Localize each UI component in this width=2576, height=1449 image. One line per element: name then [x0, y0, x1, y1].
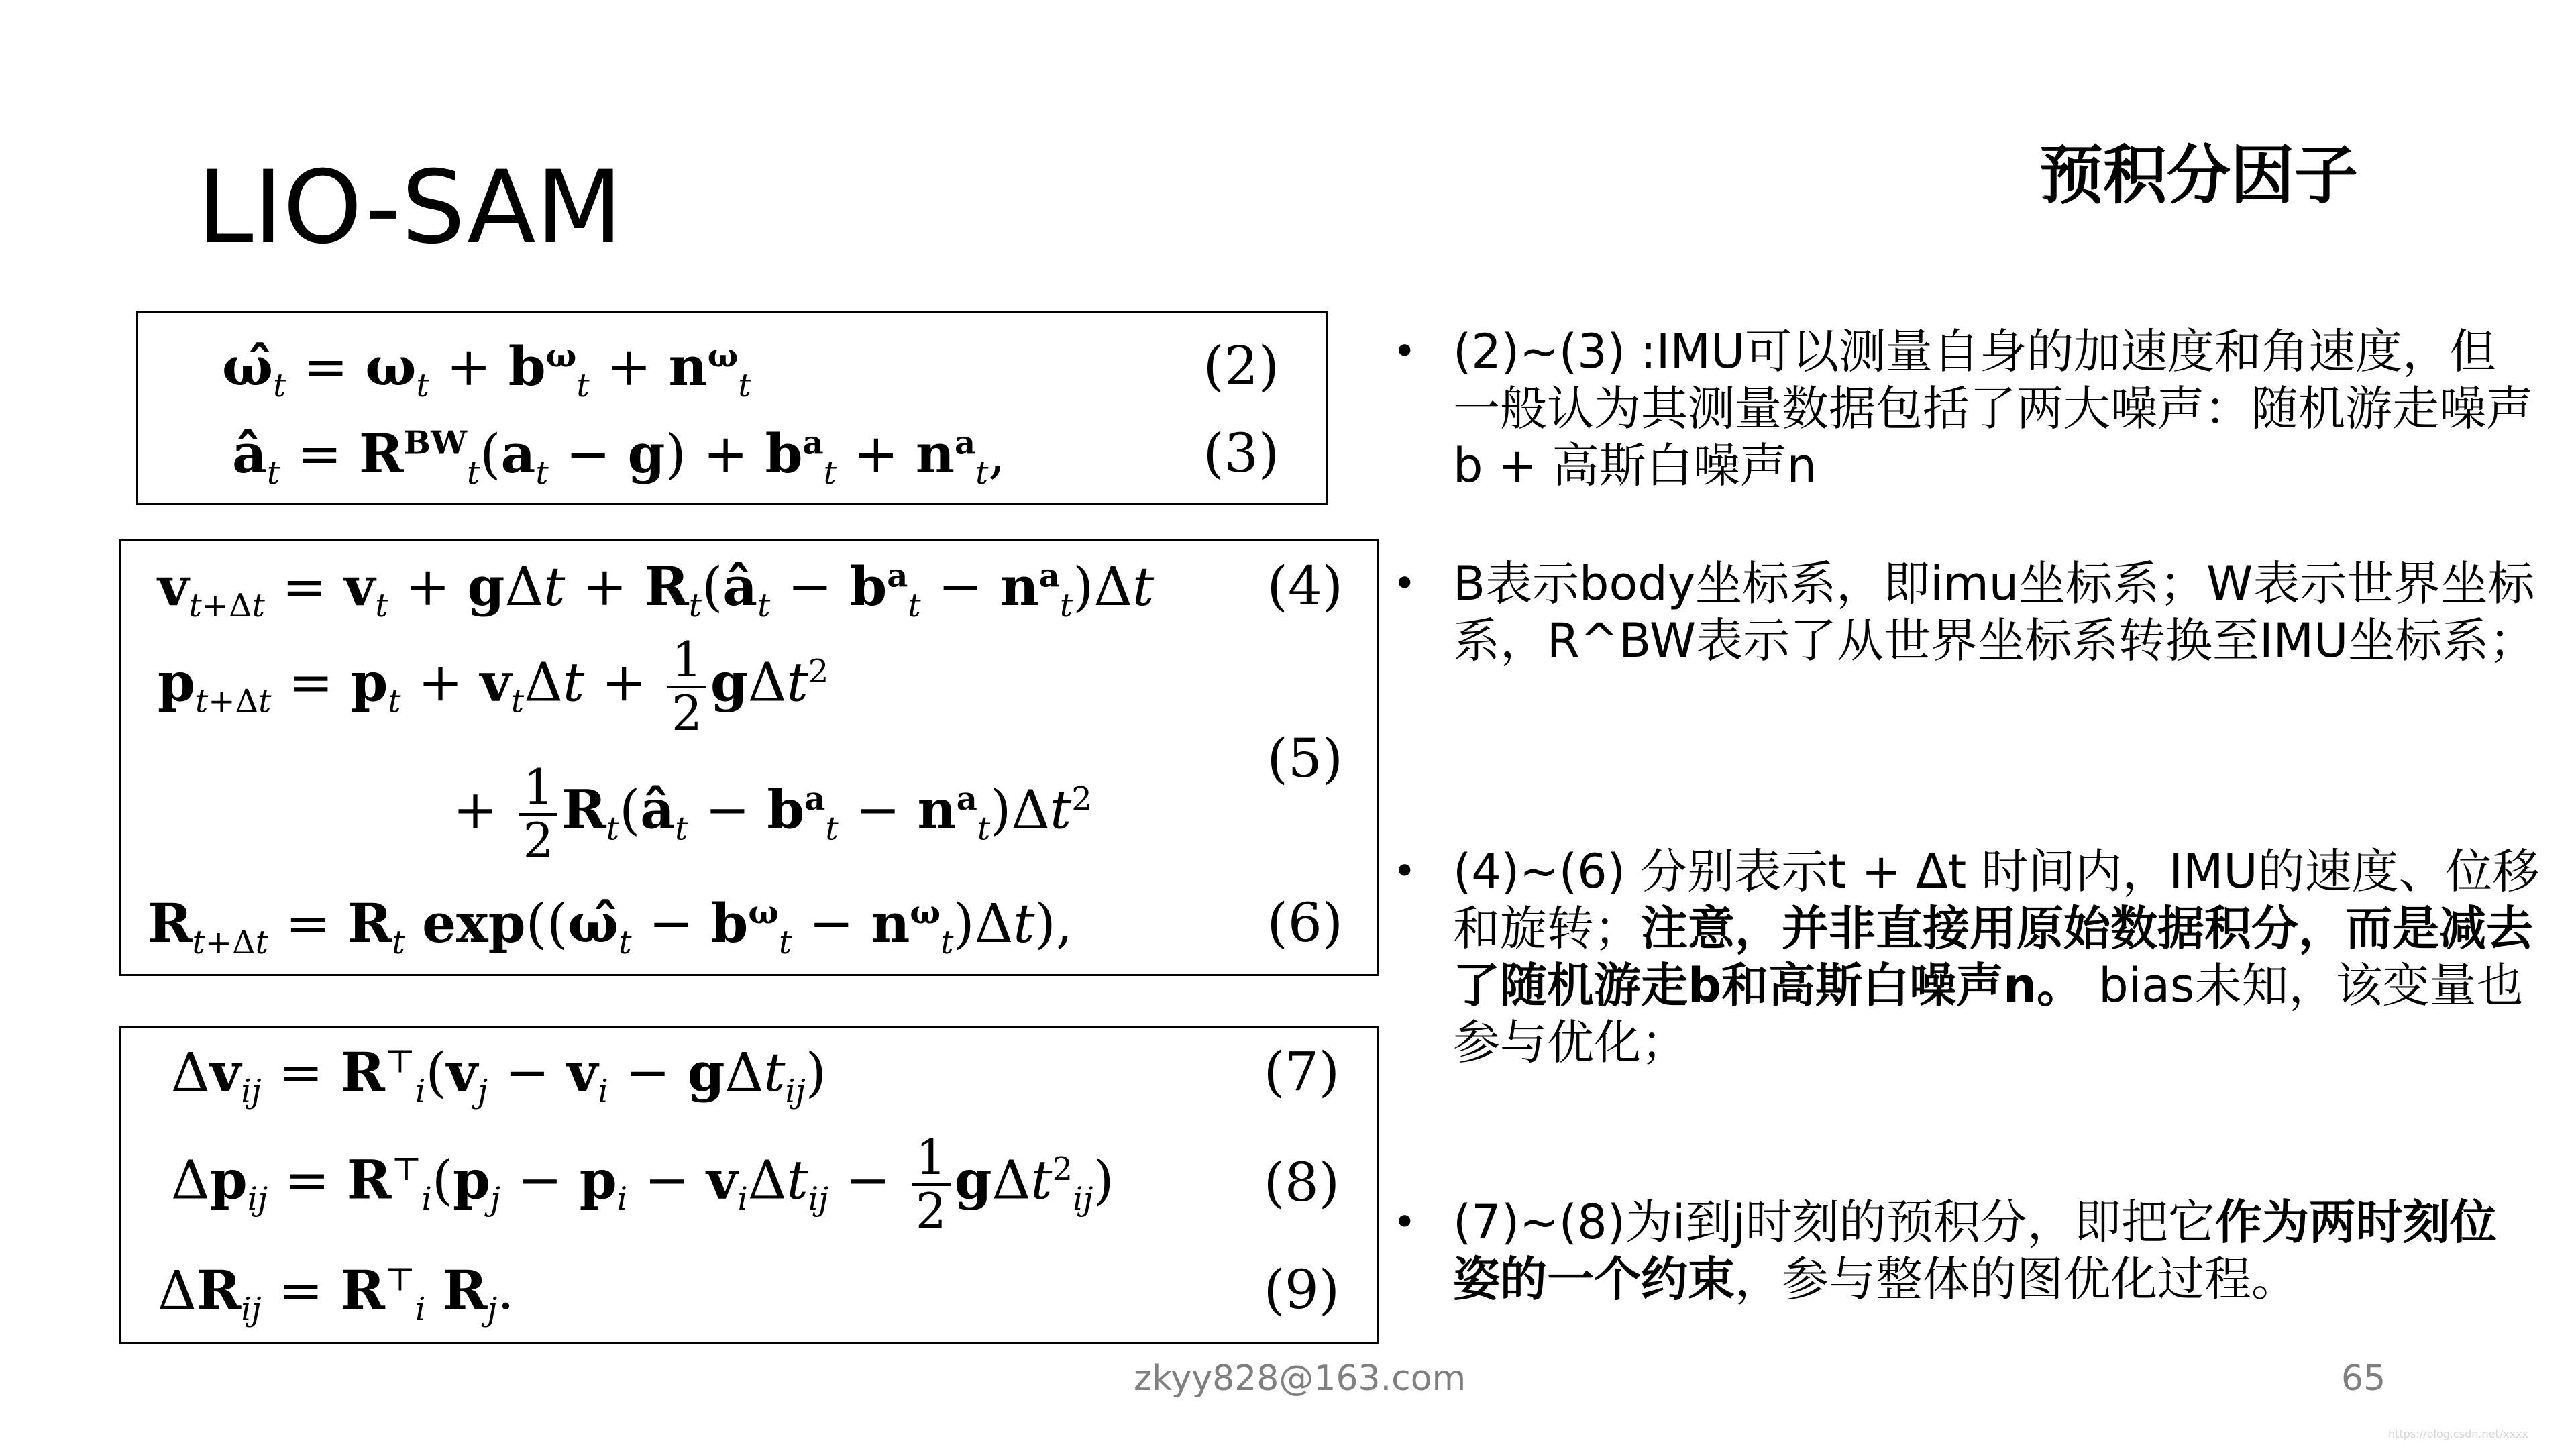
watermark: https://blog.csdn.net/xxxx: [2388, 1428, 2529, 1440]
bullet-dot-icon: •: [1393, 560, 1417, 607]
page-number: 65: [2341, 1358, 2386, 1399]
bullet-text-part: bias未知，该变量也参与优化；: [1453, 958, 2524, 1070]
slide-subtitle: 预积分因子: [2039, 139, 2359, 213]
equation-7-number: (7): [1263, 1040, 1340, 1103]
bullet-text-part: (7)~(8)为i到j时刻的预积分，即把它: [1453, 1195, 2215, 1250]
equation-box-imu-measurement: [136, 311, 1328, 505]
bullet-dot-icon: •: [1393, 848, 1417, 895]
bullet-dot-icon: •: [1393, 328, 1417, 375]
bullet-text: (2)~(3) :IMU可以测量自身的加速度和角速度，但一般认为其测量数据包括了两大噪声：随机游走噪声 b + 高斯白噪声n: [1453, 324, 2533, 493]
equation-6-number: (6): [1267, 892, 1343, 954]
bullet-text: [1453, 1194, 2540, 1308]
bullet-emphasis: 注意，并非直接用原始数据积分，而是减去了随机游走b和高斯白噪声n。: [1453, 901, 2533, 1013]
equation-4: $v_{t+\Delta t} = v_t + g\Delta t$ + $R_t(â_t - b^a_t - n^a_t)\Delta t$: [158, 555, 1155, 625]
equation-3: $â_t = R^{BW}_t(a_t - g) + b^a_t + n^a_t$,: [232, 422, 1006, 492]
equation-8-number: (8): [1263, 1151, 1340, 1214]
equation-4-number: (4): [1267, 555, 1343, 617]
equation-9: $\Delta R_{ij} = R^⊤_i$ $R_j$.: [158, 1258, 515, 1328]
equation-5-number: (5): [1267, 727, 1343, 790]
equation-2-number: (2): [1203, 335, 1279, 397]
equation-box-kinematics: [119, 539, 1379, 976]
bullet-text-part: (4)~(6) 分别表示t + Δt 时间内，IMU的速度、位移和旋转；: [1453, 844, 2540, 956]
equation-box-preintegration: [119, 1026, 1379, 1344]
bullet-text: B表示body坐标系，即imu坐标系；W表示世界坐标系，R^BW表示了从世界坐标系转换至IMU坐标系；: [1453, 556, 2536, 668]
equation-7: $\Delta v_{ij} = R^⊤_i(v_j - v_i - g\Delta t_{ij})$: [171, 1040, 826, 1110]
bullet-text: [1453, 843, 2540, 1071]
equation-6: $R_{t+\Delta t} = R_t$ $\exp((\omegâ_t - b^\omega_t - n^\omega_t)\Delta t)$,: [148, 892, 1073, 961]
equation-3-number: (3): [1203, 422, 1279, 484]
slide-title: LIO-SAM: [197, 150, 623, 266]
bullet-dot-icon: •: [1393, 1199, 1417, 1246]
equation-5-line-2: + $\frac{1}{2}$ $R_t(â_t - b^a_t - n^a_t)\Delta t^2$: [453, 759, 1092, 869]
equation-5-line-1: $p_{t+\Delta t} = p_t + v_t\Delta t$ + $\frac{1}{2}$ gΔt$^2$: [158, 631, 829, 741]
equation-2: $\omegâ_t = \omega_t + b^\omega_t + n^\omega_t$: [222, 335, 751, 405]
footer-email: zkyy828@163.com: [1134, 1358, 1466, 1399]
equation-9-number: (9): [1263, 1258, 1340, 1321]
equation-8: $\Delta p_{ij} = R^⊤_i(p_j - p_i - v_i\Delta t_{ij}$ − $\frac{1}{2}$ gΔt$^2_{ij}$): [171, 1129, 1114, 1239]
bullet-emphasis: 作为两时刻位姿的一个约束: [1453, 1195, 2497, 1307]
bullet-text-part: ，参与整体的图优化过程。: [1735, 1252, 2298, 1307]
